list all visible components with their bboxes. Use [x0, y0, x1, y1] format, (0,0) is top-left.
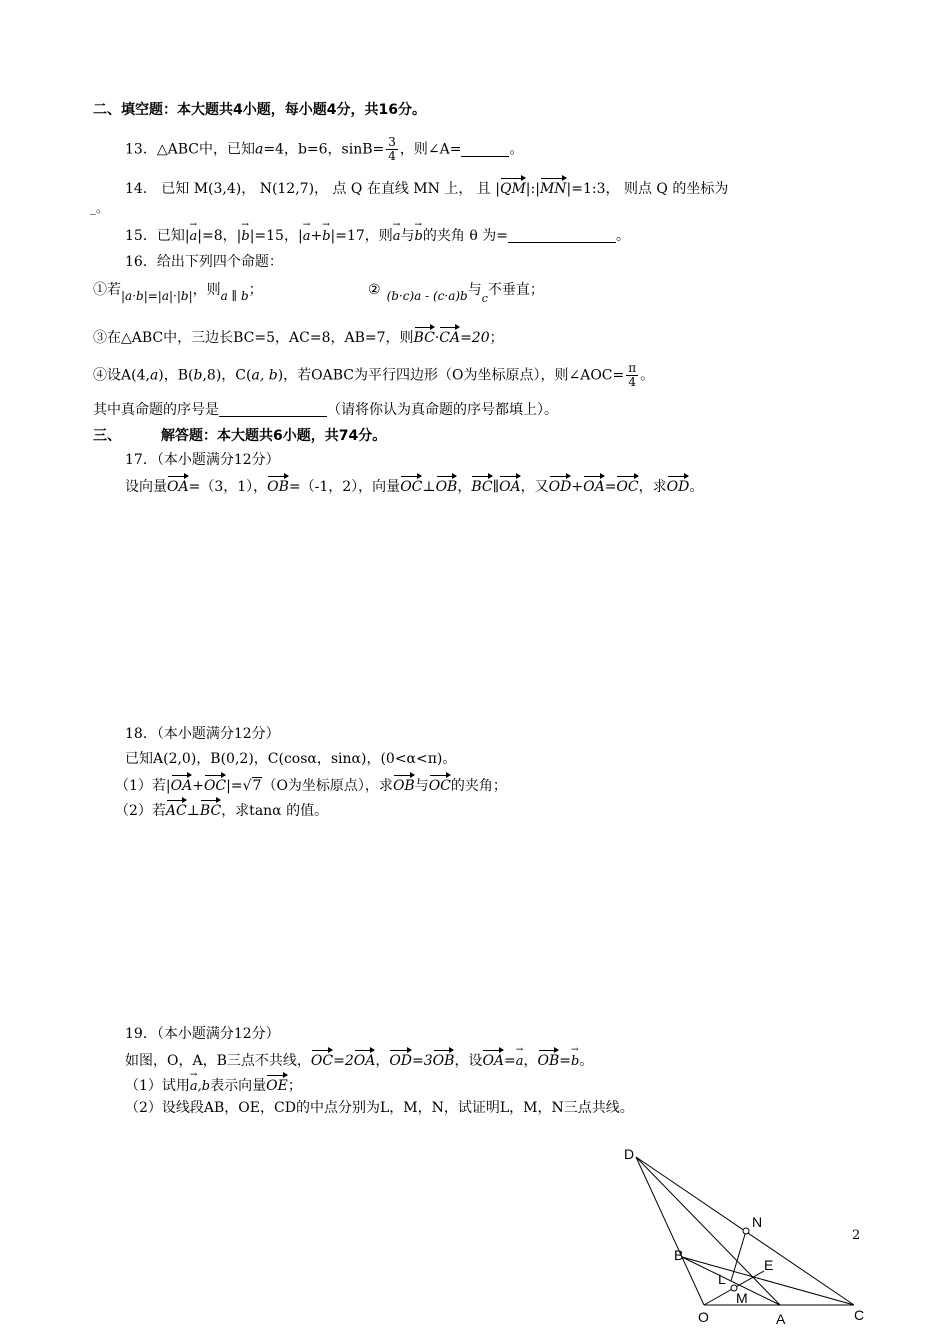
answer-blank [219, 402, 327, 417]
question-16-answer-line: 其中真命题的序号是 （请将你认为真命题的序号都填上）。 [93, 402, 558, 418]
question-17: 设向量OA=（3，1），OB=（-1，2），向量OC⊥OB，BC∥OA，又OD+OA=OC，求OD。 [125, 474, 703, 497]
label-O: O [698, 1309, 709, 1325]
question-18-part-2: （2）若AC⊥BC，求tanα 的值。 [115, 798, 328, 821]
question-19-title: 19．（本小题满分12分） [125, 1026, 280, 1042]
question-15: 15．已知|a →|=8，|b →|=15，|a →+b →|=17，则a →与b →的夹角 θ 为= 。 [125, 226, 630, 246]
section-header-fill-in: 二、填空题：本大题共4小题，每小题4分，共16分。 [93, 102, 426, 118]
vector-MN: MN [540, 176, 567, 196]
question-14: 14． 已知 M(3,4)， N(12,7)， 点 Q 在直线 MN 上， 且 |QM|:|MN|=1:3， 则点 Q 的坐标为 [125, 176, 728, 199]
proposition-1: ①若|a·b|=|a|·|b|，则a ∥ b； [93, 282, 263, 303]
fraction-3-4: $\frac{3}{4}$ [388, 135, 396, 163]
answer-blank [508, 228, 616, 243]
geometry-figure [600, 1140, 880, 1330]
question-14-continuation: _。 [90, 201, 109, 215]
label-D: D [624, 1146, 635, 1162]
question-16-intro: 16．给出下列四个命题： [125, 254, 283, 270]
proposition-4: ④设A(4,a)，B(b,8)，C(a, b)，若OABC为平行四边形（O为坐标原点），则∠AOC= $\frac{\pi}{4}$ 。 [93, 361, 655, 389]
segment-LN [731, 1231, 746, 1281]
proposition-3: ③在△ABC中，三边长BC=5，AC=8，AB=7，则BC·CA=20； [93, 325, 504, 348]
sqrt-7: √7 [242, 778, 262, 794]
page-number: 2 [852, 1228, 861, 1243]
question-19: 如图，O，A，B三点不共线，OC=2OA，OD=3OB，设OA=a →，OB=b →。 [125, 1048, 593, 1071]
question-18-part-1: （1）若|OA+OC|=√7（O为坐标原点），求OB与OC的夹角； [115, 773, 507, 796]
question-17-title: 17．（本小题满分12分） [125, 452, 280, 468]
label-L: L [718, 1271, 726, 1287]
label-A: A [776, 1311, 786, 1327]
label-C: C [854, 1307, 865, 1323]
segment-DO [636, 1157, 704, 1305]
point-N [743, 1228, 749, 1234]
section-header-solutions: 三、 解答题：本大题共6小题，共74分。 [93, 428, 387, 444]
question-18-given: 已知A(2,0)，B(0,2)，C(cosα，sinα)，(0<α<π)。 [125, 751, 457, 767]
answer-blank [461, 142, 509, 157]
label-E: E [764, 1257, 774, 1273]
fraction-pi-4: $\frac{\pi}{4}$ [628, 361, 637, 389]
label-N: N [752, 1214, 763, 1230]
question-18-title: 18．（本小题满分12分） [125, 726, 280, 742]
question-13: 13．△ABC中，已知a=4，b=6，sinB= $\frac{3}{4}$ ，则∠A= 。 [125, 135, 524, 163]
question-19-part-2: （2）设线段AB，OE，CD的中点分别为L，M，N，试证明L，M，N三点共线。 [125, 1100, 634, 1116]
label-M: M [736, 1290, 748, 1306]
proposition-2: ② (b·c)a - (c·a)b与$_c$不垂直； [368, 282, 544, 305]
label-B: B [674, 1247, 684, 1263]
segment-DA [636, 1157, 780, 1305]
vector-QM: QM [500, 176, 526, 196]
question-19-part-1: （1）试用a,b →表示向量OE； [125, 1073, 302, 1096]
